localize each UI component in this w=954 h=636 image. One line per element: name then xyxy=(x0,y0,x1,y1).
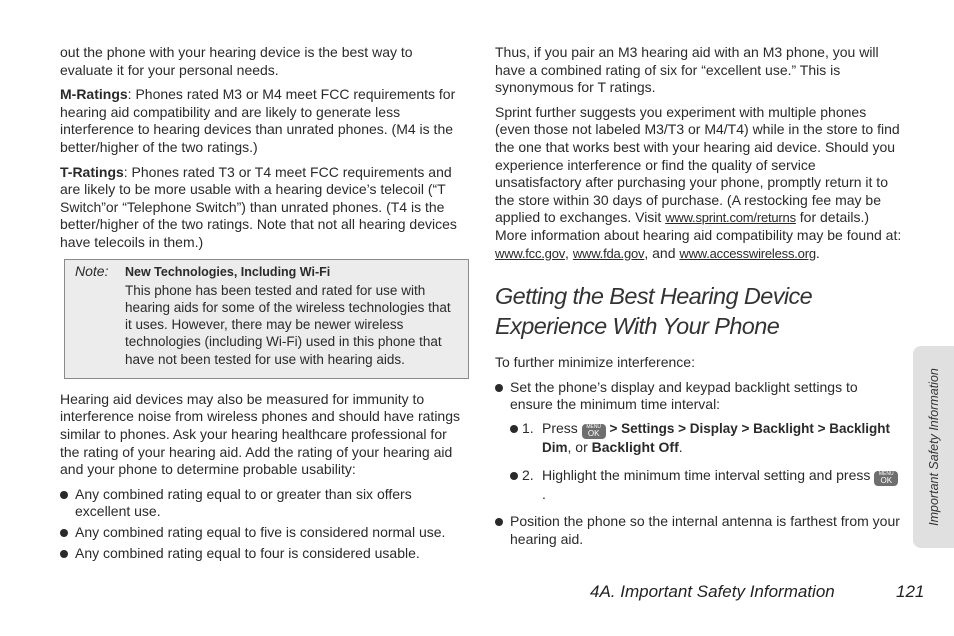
sprint-text-b: for details.) More information about hearing aid compatibility may be found at: xyxy=(495,209,902,243)
note-content xyxy=(125,262,460,368)
rating-bullet-list xyxy=(60,486,469,562)
step1-or: , or xyxy=(567,438,592,455)
bullet-item: Any combined rating equal to or greater than six offers excellent use. xyxy=(60,486,469,521)
bullet-item: Any combined rating equal to four is considered usable. xyxy=(60,545,469,563)
bullet-item: Any combined rating equal to five is considered normal use. xyxy=(60,524,469,542)
t-ratings-label: T-Ratings xyxy=(60,163,124,180)
interference-bullet-list xyxy=(495,379,902,549)
m-ratings-paragraph xyxy=(60,86,469,156)
right-column xyxy=(495,44,902,551)
intro-text: To further minimize interference: xyxy=(495,354,695,371)
bullet-backlight-text: Set the phone’s display and keypad backlight settings to ensure the minimum time interval: xyxy=(510,378,858,413)
backlight-off-option: Backlight Off xyxy=(591,438,679,455)
step-1 xyxy=(510,420,902,457)
left-column xyxy=(60,44,469,565)
immunity-paragraph: Hearing aid devices may also be measured for immunity to interference noise from wireless phones and should have ratings similar to phones. Ask your hearing healthcare professional for the rating of your hearing aid. Add the rating of your hearing aid and your phone to determine probable usability: xyxy=(60,390,461,478)
sprint-returns-link[interactable]: www.sprint.com/returns xyxy=(665,210,796,226)
accesswireless-link[interactable]: www.accesswireless.org xyxy=(679,245,816,261)
step2-end: . xyxy=(542,485,546,502)
fda-link[interactable]: www.fda.gov xyxy=(572,245,645,261)
bullet-item-backlight xyxy=(495,379,902,503)
step2-text: Highlight the minimum time interval setting and press xyxy=(542,466,875,483)
side-tab-label: Important Safety Information xyxy=(926,368,941,526)
step-number: 2. xyxy=(522,466,534,483)
footer-section-title: 4A. Important Safety Information xyxy=(590,582,835,601)
m-ratings-label: M-Ratings xyxy=(60,86,128,103)
pairing-paragraph: Thus, if you pair an M3 hearing aid with an M3 phone, you will have a combined rating of six for “excellent use.” This is synonymous for T ratings. xyxy=(495,44,879,96)
sprint-text-a: Sprint further suggests you experiment with multiple phones (even those not labeled M3/T3 or M4/T4) while in the store to find the one that works best with your hearing aid device. Should you experience interference or find the quality of service unsatisfactory after purchasing your phone, promptly return it to the store within 30 days of purchase. (A restocking fee may be applied to exchanges. Visit xyxy=(495,103,900,226)
separator-1: , xyxy=(565,244,573,261)
step-2 xyxy=(510,467,902,504)
note-text: This phone has been tested and rated for use with hearing aids for some of the wireless technologies that it uses. However, there may be newer wireless technologies (including Wi-Fi) used in this phone that have not been tested for use with hearing aids. xyxy=(125,282,451,367)
section-heading: Getting the Best Hearing Device Experience With Your Phone xyxy=(495,283,813,340)
note-title: New Technologies, Including Wi-Fi xyxy=(125,264,331,279)
bullet-item-antenna: Position the phone so the internal antenna is farthest from your hearing aid. xyxy=(495,513,902,548)
fcc-link[interactable]: www.fcc.gov xyxy=(495,245,566,261)
m-ratings-text: : Phones rated M3 or M4 meet FCC requirements for hearing aid compatibility and are likely to generate less interference to hearing devices than unrated phones. (M4 is the better/higher of the two ratings.) xyxy=(60,86,456,155)
page-number: 121 xyxy=(896,582,925,601)
sentence-end: . xyxy=(815,244,820,261)
menu-ok-key-icon: MENU OK xyxy=(582,424,606,439)
separator-2: , and xyxy=(644,244,680,261)
section-side-tab xyxy=(913,346,954,548)
settings-path: > Settings > Display > Backlight > Backlight Dim xyxy=(542,420,891,455)
paragraph-continuation: out the phone with your hearing device is the best way to evaluate it for your personal needs. xyxy=(60,44,413,78)
step1-end: . xyxy=(678,438,683,455)
note-label: Note: xyxy=(75,262,109,279)
step-number: 1. xyxy=(522,419,534,436)
t-ratings-paragraph xyxy=(60,164,469,252)
step1-press: Press xyxy=(542,419,582,436)
note-box xyxy=(64,259,469,379)
t-ratings-text: : Phones rated T3 or T4 meet FCC requirements and are likely to be more usable with a hearing device’s telecoil (“T Switch”or “Telephone Switch”) than unrated phones. (T4 is the better/higher of the two ratings. Note that not all hearing devices have telecoils in them.) xyxy=(60,163,457,250)
steps-list xyxy=(510,420,902,503)
sprint-paragraph xyxy=(495,104,902,262)
menu-ok-key-icon: MENU OK xyxy=(874,471,898,486)
